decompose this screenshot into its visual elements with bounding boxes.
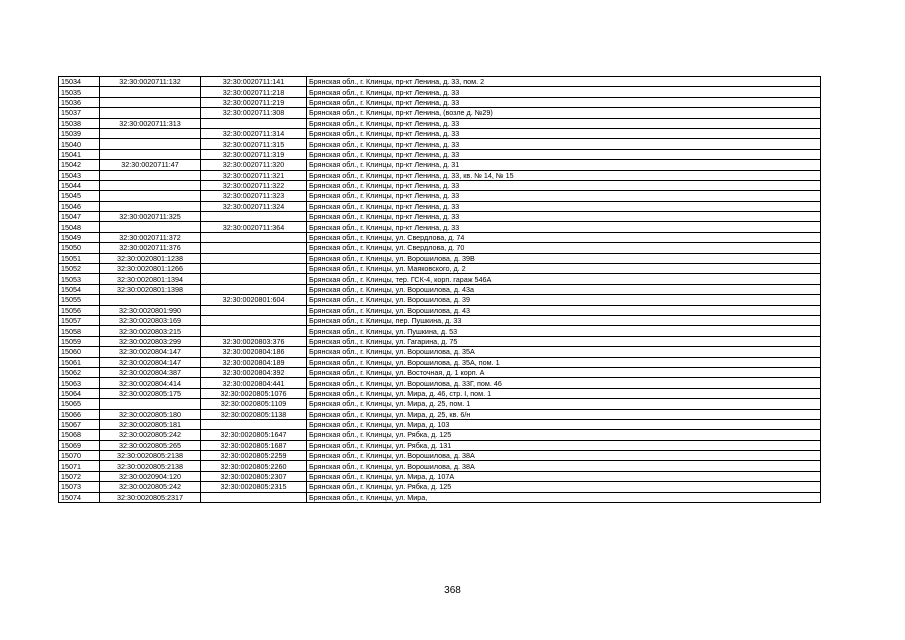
cadastral-number-cell: 32:30:0020904:120 (100, 471, 201, 481)
cadastral-table (58, 76, 821, 503)
cadastral-number-cell: 32:30:0020805:180 (100, 409, 201, 419)
row-number-cell: 15053 (59, 274, 100, 284)
cadastral-number-cell (100, 97, 201, 107)
address-cell: Брянская обл., г. Клинцы, ул. Рябка, д. 131 (307, 440, 821, 450)
page-number: 368 (444, 585, 461, 596)
cadastral-number-cell (100, 222, 201, 232)
address-cell: Брянская обл., г. Клинцы, пр-кт Ленина, д. 33, пом. 2 (307, 77, 821, 87)
table-row (59, 461, 821, 471)
table-row (59, 97, 821, 107)
row-number-cell: 15054 (59, 284, 100, 294)
row-number-cell: 15048 (59, 222, 100, 232)
table-row (59, 336, 821, 346)
cadastral-number-cell: 32:30:0020801:990 (100, 305, 201, 315)
cadastral-number-cell (100, 191, 201, 201)
cadastral-number-cell: 32:30:0020805:242 (100, 430, 201, 440)
cadastral-number-cell: 32:30:0020805:2138 (100, 461, 201, 471)
related-cadastral-number-cell (201, 253, 307, 263)
row-number-cell: 15067 (59, 419, 100, 429)
address-cell: Брянская обл., г. Клинцы, ул. Гагарина, д. 75 (307, 336, 821, 346)
related-cadastral-number-cell: 32:30:0020711:315 (201, 139, 307, 149)
table-body (59, 77, 821, 503)
related-cadastral-number-cell: 32:30:0020804:186 (201, 347, 307, 357)
address-cell: Брянская обл., г. Клинцы, ул. Ворошилова, д. 43а (307, 284, 821, 294)
cadastral-number-cell: 32:30:0020801:1238 (100, 253, 201, 263)
related-cadastral-number-cell (201, 326, 307, 336)
cadastral-number-cell: 32:30:0020805:242 (100, 482, 201, 492)
table-row (59, 108, 821, 118)
table-row (59, 264, 821, 274)
table-row (59, 440, 821, 450)
address-cell: Брянская обл., г. Клинцы, пр-кт Ленина, д. 33 (307, 191, 821, 201)
table-row (59, 409, 821, 419)
address-cell: Брянская обл., г. Клинцы, пр-кт Ленина, д. 33 (307, 201, 821, 211)
related-cadastral-number-cell: 32:30:0020711:324 (201, 201, 307, 211)
table-row (59, 367, 821, 377)
cadastral-number-cell: 32:30:0020711:313 (100, 118, 201, 128)
address-cell: Брянская обл., г. Клинцы, пр-кт Ленина, д. 33 (307, 97, 821, 107)
row-number-cell: 15062 (59, 367, 100, 377)
related-cadastral-number-cell: 32:30:0020711:319 (201, 149, 307, 159)
row-number-cell: 15046 (59, 201, 100, 211)
table-row (59, 232, 821, 242)
cadastral-number-cell (100, 149, 201, 159)
row-number-cell: 15039 (59, 128, 100, 138)
address-cell: Брянская обл., г. Клинцы, ул. Свердлова, д. 74 (307, 232, 821, 242)
table-row (59, 492, 821, 502)
address-cell: Брянская обл., г. Клинцы, пр-кт Ленина, д. 33 (307, 212, 821, 222)
cadastral-number-cell: 32:30:0020804:387 (100, 367, 201, 377)
cadastral-number-cell: 32:30:0020805:175 (100, 388, 201, 398)
related-cadastral-number-cell: 32:30:0020804:392 (201, 367, 307, 377)
row-number-cell: 15055 (59, 295, 100, 305)
row-number-cell: 15058 (59, 326, 100, 336)
cadastral-number-cell (100, 128, 201, 138)
row-number-cell: 15073 (59, 482, 100, 492)
table-row (59, 315, 821, 325)
cadastral-number-cell: 32:30:0020803:169 (100, 315, 201, 325)
row-number-cell: 15043 (59, 170, 100, 180)
table-row (59, 388, 821, 398)
table-row (59, 305, 821, 315)
related-cadastral-number-cell: 32:30:0020805:1687 (201, 440, 307, 450)
address-cell: Брянская обл., г. Клинцы, ул. Рябка, д. 125 (307, 430, 821, 440)
address-cell: Брянская обл., г. Клинцы, пр-кт Ленина, д. 33 (307, 180, 821, 190)
table-row (59, 201, 821, 211)
row-number-cell: 15065 (59, 399, 100, 409)
cadastral-number-cell: 32:30:0020805:2317 (100, 492, 201, 502)
row-number-cell: 15059 (59, 336, 100, 346)
row-number-cell: 15070 (59, 451, 100, 461)
row-number-cell: 15036 (59, 97, 100, 107)
address-cell: Брянская обл., г. Клинцы, пр-кт Ленина, д. 33 (307, 87, 821, 97)
related-cadastral-number-cell: 32:30:0020805:2260 (201, 461, 307, 471)
table-row (59, 160, 821, 170)
address-cell: Брянская обл., г. Клинцы, ул. Ворошилова, д. 43 (307, 305, 821, 315)
address-cell: Брянская обл., г. Клинцы, пр-кт Ленина, д. 33 (307, 139, 821, 149)
cadastral-number-cell: 32:30:0020804:414 (100, 378, 201, 388)
related-cadastral-number-cell: 32:30:0020805:2315 (201, 482, 307, 492)
related-cadastral-number-cell (201, 264, 307, 274)
row-number-cell: 15045 (59, 191, 100, 201)
address-cell: Брянская обл., г. Клинцы, ул. Ворошилова, д. 33Г, пом. 46 (307, 378, 821, 388)
related-cadastral-number-cell (201, 284, 307, 294)
address-cell: Брянская обл., г. Клинцы, ул. Мира, д. 46, стр. I, пом. 1 (307, 388, 821, 398)
related-cadastral-number-cell: 32:30:0020711:219 (201, 97, 307, 107)
table-row (59, 482, 821, 492)
related-cadastral-number-cell: 32:30:0020805:1109 (201, 399, 307, 409)
row-number-cell: 15047 (59, 212, 100, 222)
related-cadastral-number-cell (201, 305, 307, 315)
address-cell: Брянская обл., г. Клинцы, пр-кт Ленина, д. 33 (307, 222, 821, 232)
table-row (59, 128, 821, 138)
address-cell: Брянская обл., г. Клинцы, ул. Ворошилова, д. 39В (307, 253, 821, 263)
address-cell: Брянская обл., г. Клинцы, ул. Ворошилова, д. 38А (307, 461, 821, 471)
row-number-cell: 15035 (59, 87, 100, 97)
cadastral-number-cell: 32:30:0020804:147 (100, 357, 201, 367)
address-cell: Брянская обл., г. Клинцы, ул. Мира, д. 25, кв. 6/н (307, 409, 821, 419)
row-number-cell: 15034 (59, 77, 100, 87)
table-row (59, 212, 821, 222)
row-number-cell: 15042 (59, 160, 100, 170)
table-row (59, 180, 821, 190)
address-cell: Брянская обл., г. Клинцы, ул. Мира, д. 107А (307, 471, 821, 481)
related-cadastral-number-cell (201, 232, 307, 242)
cadastral-number-cell: 32:30:0020711:47 (100, 160, 201, 170)
row-number-cell: 15050 (59, 243, 100, 253)
row-number-cell: 15072 (59, 471, 100, 481)
cadastral-number-cell: 32:30:0020805:2138 (100, 451, 201, 461)
row-number-cell: 15061 (59, 357, 100, 367)
related-cadastral-number-cell: 32:30:0020805:2259 (201, 451, 307, 461)
related-cadastral-number-cell: 32:30:0020711:323 (201, 191, 307, 201)
table-row (59, 170, 821, 180)
cadastral-number-cell: 32:30:0020711:376 (100, 243, 201, 253)
table-row (59, 77, 821, 87)
address-cell: Брянская обл., г. Клинцы, пр-кт Ленина, д. 33 (307, 118, 821, 128)
cadastral-number-cell: 32:30:0020803:299 (100, 336, 201, 346)
address-cell: Брянская обл., г. Клинцы, ул. Восточная, д. 1 корп. А (307, 367, 821, 377)
address-cell: Брянская обл., г. Клинцы, ул. Рябка, д. 125 (307, 482, 821, 492)
cadastral-number-cell: 32:30:0020805:265 (100, 440, 201, 450)
cadastral-number-cell (100, 87, 201, 97)
related-cadastral-number-cell (201, 118, 307, 128)
cadastral-number-cell (100, 139, 201, 149)
cadastral-number-cell: 32:30:0020711:132 (100, 77, 201, 87)
table-row (59, 419, 821, 429)
table-row (59, 222, 821, 232)
related-cadastral-number-cell: 32:30:0020711:364 (201, 222, 307, 232)
address-cell: Брянская обл., г. Клинцы, пер. Пушкина, д. 33 (307, 315, 821, 325)
row-number-cell: 15044 (59, 180, 100, 190)
related-cadastral-number-cell: 32:30:0020711:320 (201, 160, 307, 170)
row-number-cell: 15071 (59, 461, 100, 471)
table-row (59, 451, 821, 461)
related-cadastral-number-cell: 32:30:0020711:218 (201, 87, 307, 97)
address-cell: Брянская обл., г. Клинцы, тер. ГСК-4, корп. гараж 546А (307, 274, 821, 284)
cadastral-number-cell: 32:30:0020801:1394 (100, 274, 201, 284)
cadastral-number-cell: 32:30:0020801:1398 (100, 284, 201, 294)
table-row (59, 399, 821, 409)
table-row (59, 87, 821, 97)
row-number-cell: 15069 (59, 440, 100, 450)
address-cell: Брянская обл., г. Клинцы, пр-кт Ленина, д. 33 (307, 149, 821, 159)
row-number-cell: 15051 (59, 253, 100, 263)
cadastral-number-cell: 32:30:0020711:372 (100, 232, 201, 242)
row-number-cell: 15037 (59, 108, 100, 118)
related-cadastral-number-cell: 32:30:0020711:308 (201, 108, 307, 118)
cadastral-number-cell: 32:30:0020711:325 (100, 212, 201, 222)
row-number-cell: 15041 (59, 149, 100, 159)
related-cadastral-number-cell: 32:30:0020801:604 (201, 295, 307, 305)
cadastral-number-cell (100, 399, 201, 409)
table-row (59, 139, 821, 149)
related-cadastral-number-cell: 32:30:0020711:322 (201, 180, 307, 190)
table-row (59, 378, 821, 388)
cadastral-number-cell (100, 108, 201, 118)
row-number-cell: 15064 (59, 388, 100, 398)
related-cadastral-number-cell (201, 274, 307, 284)
row-number-cell: 15060 (59, 347, 100, 357)
table-row (59, 326, 821, 336)
table-row (59, 274, 821, 284)
related-cadastral-number-cell: 32:30:0020803:376 (201, 336, 307, 346)
address-cell: Брянская обл., г. Клинцы, ул. Мира, д. 25, пом. 1 (307, 399, 821, 409)
row-number-cell: 15063 (59, 378, 100, 388)
address-cell: Брянская обл., г. Клинцы, ул. Ворошилова, д. 35А, пом. 1 (307, 357, 821, 367)
row-number-cell: 15049 (59, 232, 100, 242)
address-cell: Брянская обл., г. Клинцы, ул. Пушкина, д. 53 (307, 326, 821, 336)
related-cadastral-number-cell: 32:30:0020805:1138 (201, 409, 307, 419)
cadastral-number-cell: 32:30:0020804:147 (100, 347, 201, 357)
address-cell: Брянская обл., г. Клинцы, ул. Мира, (307, 492, 821, 502)
row-number-cell: 15052 (59, 264, 100, 274)
cadastral-number-cell: 32:30:0020803:215 (100, 326, 201, 336)
cadastral-number-cell (100, 295, 201, 305)
address-cell: Брянская обл., г. Клинцы, пр-кт Ленина, (возле д. №29) (307, 108, 821, 118)
related-cadastral-number-cell (201, 315, 307, 325)
cadastral-number-cell: 32:30:0020805:181 (100, 419, 201, 429)
table-row (59, 149, 821, 159)
table-row (59, 118, 821, 128)
related-cadastral-number-cell: 32:30:0020805:1647 (201, 430, 307, 440)
related-cadastral-number-cell (201, 492, 307, 502)
related-cadastral-number-cell: 32:30:0020711:321 (201, 170, 307, 180)
address-cell: Брянская обл., г. Клинцы, ул. Ворошилова, д. 39 (307, 295, 821, 305)
related-cadastral-number-cell (201, 419, 307, 429)
row-number-cell: 15066 (59, 409, 100, 419)
table-row (59, 471, 821, 481)
related-cadastral-number-cell: 32:30:0020805:2307 (201, 471, 307, 481)
address-cell: Брянская обл., г. Клинцы, ул. Мира, д. 103 (307, 419, 821, 429)
table-row (59, 357, 821, 367)
row-number-cell: 15074 (59, 492, 100, 502)
row-number-cell: 15068 (59, 430, 100, 440)
related-cadastral-number-cell: 32:30:0020804:441 (201, 378, 307, 388)
address-cell: Брянская обл., г. Клинцы, пр-кт Ленина, д. 31 (307, 160, 821, 170)
related-cadastral-number-cell: 32:30:0020804:189 (201, 357, 307, 367)
cadastral-number-cell (100, 201, 201, 211)
cadastral-number-cell (100, 180, 201, 190)
address-cell: Брянская обл., г. Клинцы, ул. Ворошилова, д. 35А (307, 347, 821, 357)
table-row (59, 253, 821, 263)
cadastral-number-cell (100, 170, 201, 180)
row-number-cell: 15057 (59, 315, 100, 325)
cadastral-number-cell: 32:30:0020801:1266 (100, 264, 201, 274)
related-cadastral-number-cell: 32:30:0020711:141 (201, 77, 307, 87)
related-cadastral-number-cell (201, 243, 307, 253)
address-cell: Брянская обл., г. Клинцы, ул. Маяковского, д. 2 (307, 264, 821, 274)
table-row (59, 191, 821, 201)
table-row (59, 284, 821, 294)
address-cell: Брянская обл., г. Клинцы, ул. Свердлова, д. 70 (307, 243, 821, 253)
row-number-cell: 15038 (59, 118, 100, 128)
address-cell: Брянская обл., г. Клинцы, ул. Ворошилова, д. 38А (307, 451, 821, 461)
row-number-cell: 15056 (59, 305, 100, 315)
address-cell: Брянская обл., г. Клинцы, пр-кт Ленина, д. 33, кв. № 14, № 15 (307, 170, 821, 180)
related-cadastral-number-cell: 32:30:0020711:314 (201, 128, 307, 138)
table-row (59, 430, 821, 440)
related-cadastral-number-cell (201, 212, 307, 222)
row-number-cell: 15040 (59, 139, 100, 149)
table-row (59, 347, 821, 357)
table-row (59, 243, 821, 253)
address-cell: Брянская обл., г. Клинцы, пр-кт Ленина, д. 33 (307, 128, 821, 138)
table-row (59, 295, 821, 305)
related-cadastral-number-cell: 32:30:0020805:1076 (201, 388, 307, 398)
